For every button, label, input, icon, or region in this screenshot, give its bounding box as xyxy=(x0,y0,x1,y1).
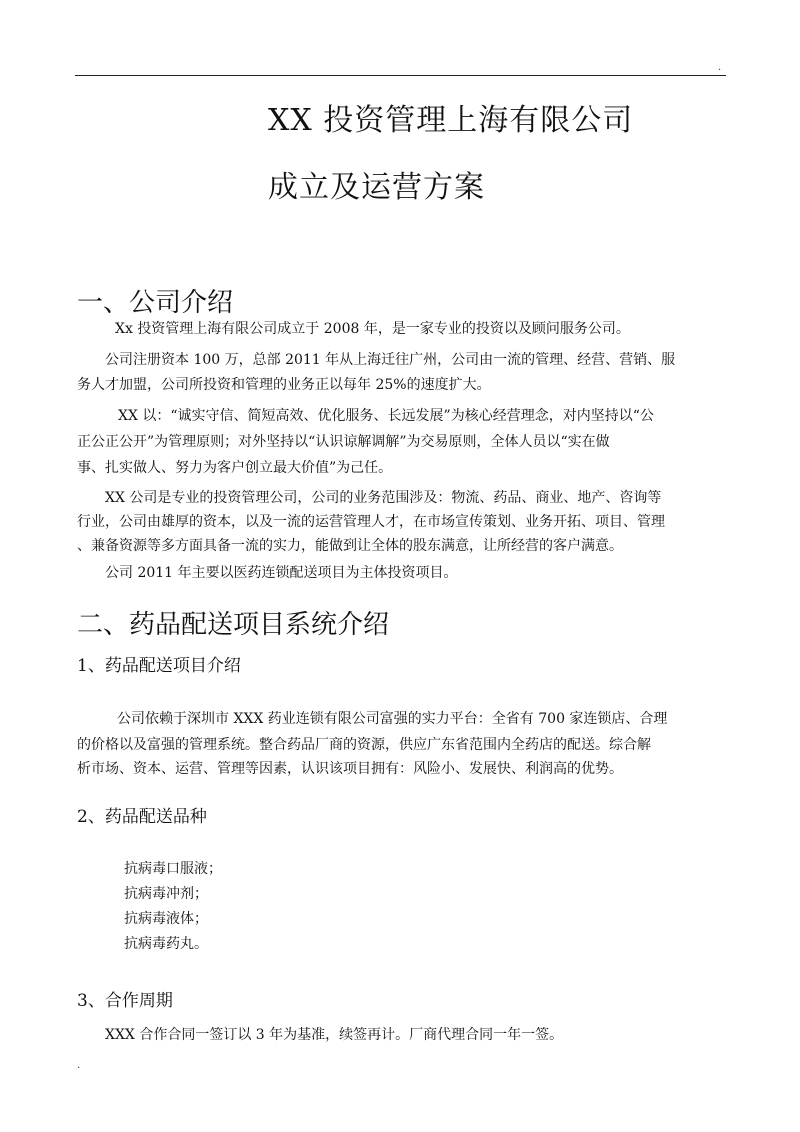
section2-heading: 二、药品配送项目系统介绍 xyxy=(77,610,390,640)
footer-corner-mark: . xyxy=(77,1060,81,1071)
subsection1-line: 的价格以及富强的管理系统。整合药品厂商的资源，供应广东省范围内全药店的配送。综合解 xyxy=(77,737,651,753)
section1-line: 行业，公司由雄厚的资本，以及一流的运营管理人才，在市场宣传策划、业务开拓、项目、管理 xyxy=(77,514,665,530)
header-corner-mark: . xyxy=(718,62,722,73)
section1-line: 务人才加盟，公司所投资和管理的业务正以每年 25%的速度扩大。 xyxy=(77,377,491,393)
section1-line: 公司 2011 年主要以医药连锁配送项目为主体投资项目。 xyxy=(105,565,458,581)
subsection3-heading: 3、合作周期 xyxy=(77,991,173,1011)
section1-line: 事、扎实做人、努力为客户创立最大价值”为己任。 xyxy=(77,460,393,476)
document-title-line2: 成立及运营方案 xyxy=(268,170,485,205)
header-rule xyxy=(75,75,726,76)
document-title-line1: XX 投资管理上海有限公司 xyxy=(268,103,634,138)
drug-list-item: 抗病毒药丸。 xyxy=(124,936,208,952)
drug-list-item: 抗病毒口服液； xyxy=(124,861,222,877)
subsection1-line: 析市场、资本、运营、管理等因素，认识该项目拥有：风险小、发展快、利润高的优势。 xyxy=(77,761,623,777)
section1-heading: 一、公司介绍 xyxy=(77,288,234,318)
section1-line: XX 以：“诚实守信、简短高效、优化服务、长远发展”为核心经营理念，对内坚持以“公 xyxy=(118,408,654,424)
section1-line: 公司注册资本 100 万，总部 2011 年从上海迁往广州，公司由一流的管理、经营、营销、服 xyxy=(105,352,676,368)
subsection1-line: 公司依赖于深圳市 XXX 药业连锁有限公司富强的实力平台：全省有 700 家连锁店、合理 xyxy=(117,711,668,727)
section1-line: Xx 投资管理上海有限公司成立于 2008 年，是一家专业的投资以及顾问服务公司。 xyxy=(115,321,630,337)
subsection1-heading: 1、药品配送项目介绍 xyxy=(77,656,241,676)
drug-list-item: 抗病毒液体； xyxy=(124,911,208,927)
section1-line: XX 公司是专业的投资管理公司，公司的业务范围涉及：物流、药品、商业、地产、咨询等 xyxy=(105,490,662,506)
subsection3-line: XXX 合作合同一签订以 3 年为基准，续签再计。厂商代理合同一年一签。 xyxy=(105,1027,564,1043)
subsection2-heading: 2、药品配送品种 xyxy=(77,807,207,827)
section1-line: 正公正公开”为管理原则；对外坚持以“认识谅解调解”为交易原则，全体人员以“实在做 xyxy=(77,434,610,450)
drug-list-item: 抗病毒冲剂； xyxy=(124,886,208,902)
section1-line: 、兼备资源等多方面具备一流的实力，能做到让全体的股东满意，让所经营的客户满意。 xyxy=(77,538,623,554)
